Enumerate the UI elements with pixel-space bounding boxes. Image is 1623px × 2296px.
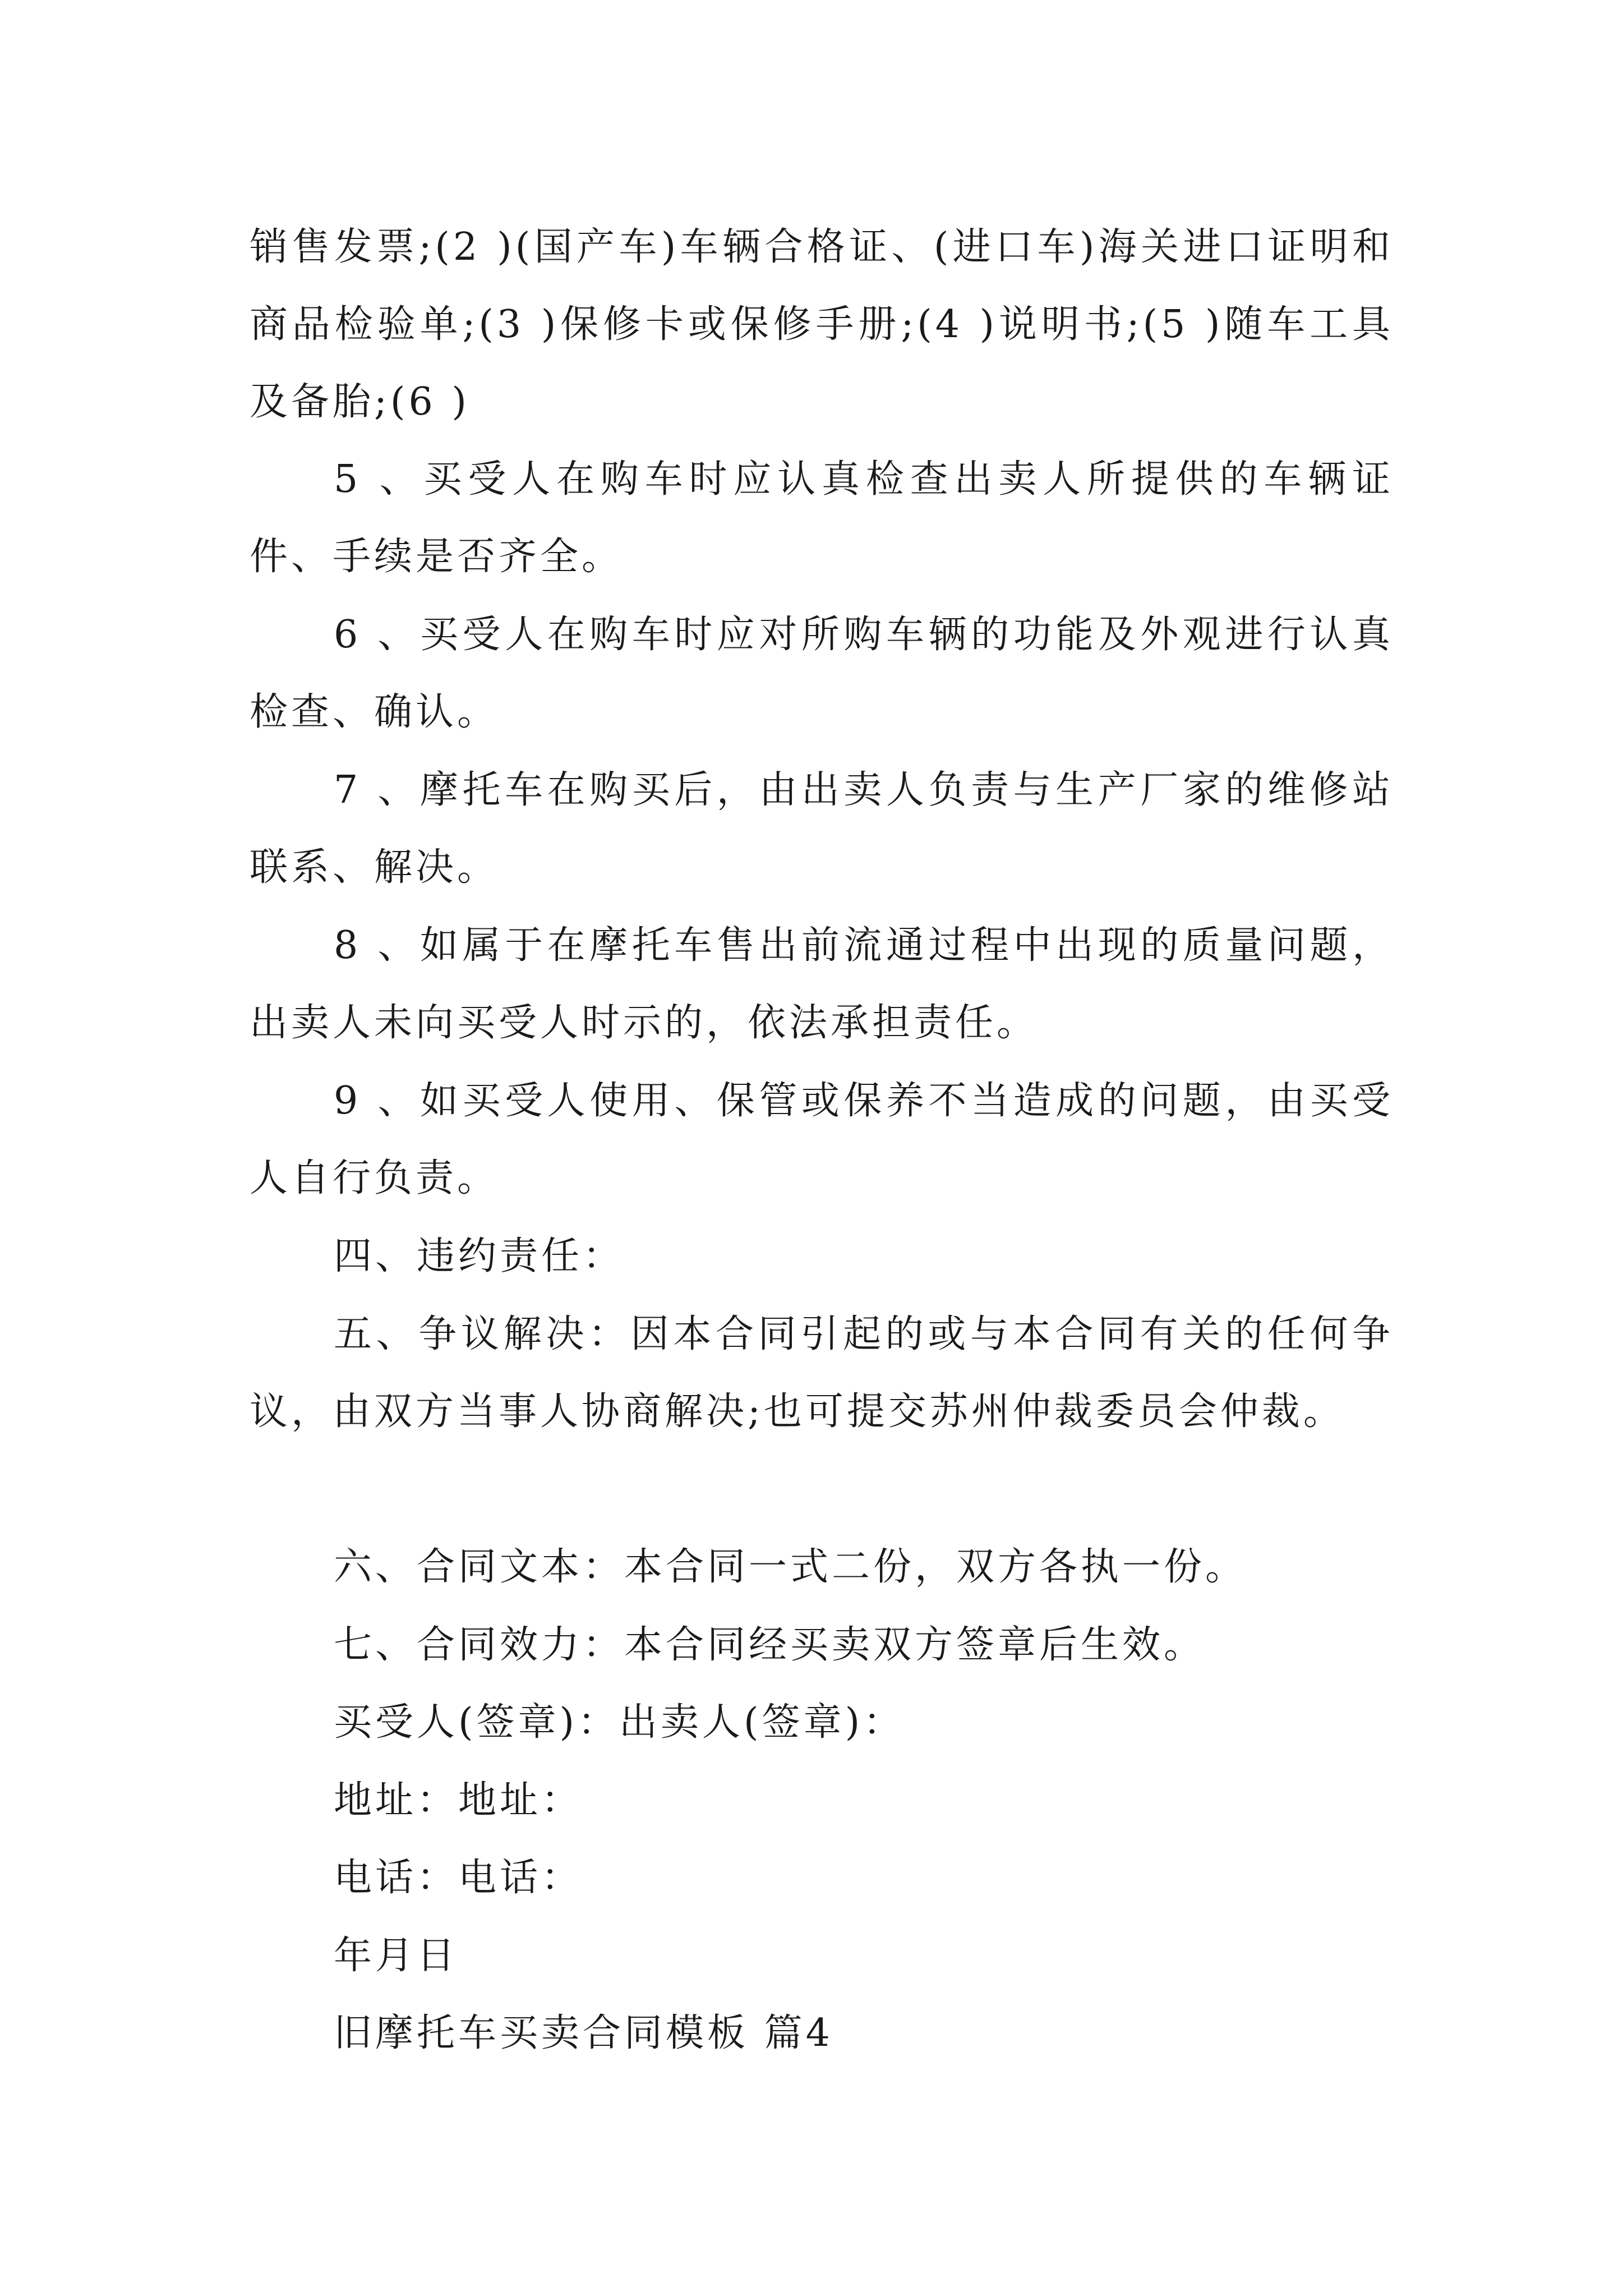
paragraph-clause-8: 8 、如属于在摩托车售出前流通过程中出现的质量问题，出卖人未向买受人时示的，依法承担责任。 bbox=[250, 923, 1394, 1045]
section-contract-effect: 七、合同效力：本合同经买卖双方签章后生效。 bbox=[334, 1623, 1206, 1667]
section-dispute-resolution: 五、争议解决：因本合同引起的或与本合同有关的任何争议，由双方当事人协商解决;也可提交苏州仲裁委员会仲裁。 bbox=[250, 1312, 1394, 1434]
date-line: 年月日 bbox=[334, 1934, 459, 1978]
paragraph-clause-7: 7 、摩托车在购买后，由出卖人负责与生产厂家的维修站联系、解决。 bbox=[250, 768, 1394, 890]
paragraph-clause-9: 9 、如买受人使用、保管或保养不当造成的问题，由买受人自行负责。 bbox=[250, 1079, 1394, 1200]
phone-line: 电话：电话： bbox=[334, 1856, 583, 1900]
paragraph-clause-6: 6 、买受人在购车时应对所购车辆的功能及外观进行认真检查、确认。 bbox=[250, 613, 1394, 734]
section-contract-text: 六、合同文本：本合同一式二份，双方各执一份。 bbox=[334, 1545, 1247, 1589]
paragraph-invoice-list: 销售发票;(2 )(国产车)车辆合格证、(进口车)海关进口证明和商品检验单;(3 )保修卡或保修手册;(4 )说明书;(5 )随车工具及备胎;(6 ) bbox=[250, 225, 1394, 424]
signature-line: 买受人(签章)：出卖人(签章)： bbox=[334, 1700, 905, 1745]
address-line: 地址：地址： bbox=[334, 1778, 583, 1823]
paragraph-clause-5: 5 、买受人在购车时应认真检查出卖人所提供的车辆证件、手续是否齐全。 bbox=[250, 457, 1394, 579]
next-section-heading: 旧摩托车买卖合同模板 篇4 bbox=[334, 2011, 833, 2055]
section-breach-liability: 四、违约责任： bbox=[334, 1234, 625, 1278]
